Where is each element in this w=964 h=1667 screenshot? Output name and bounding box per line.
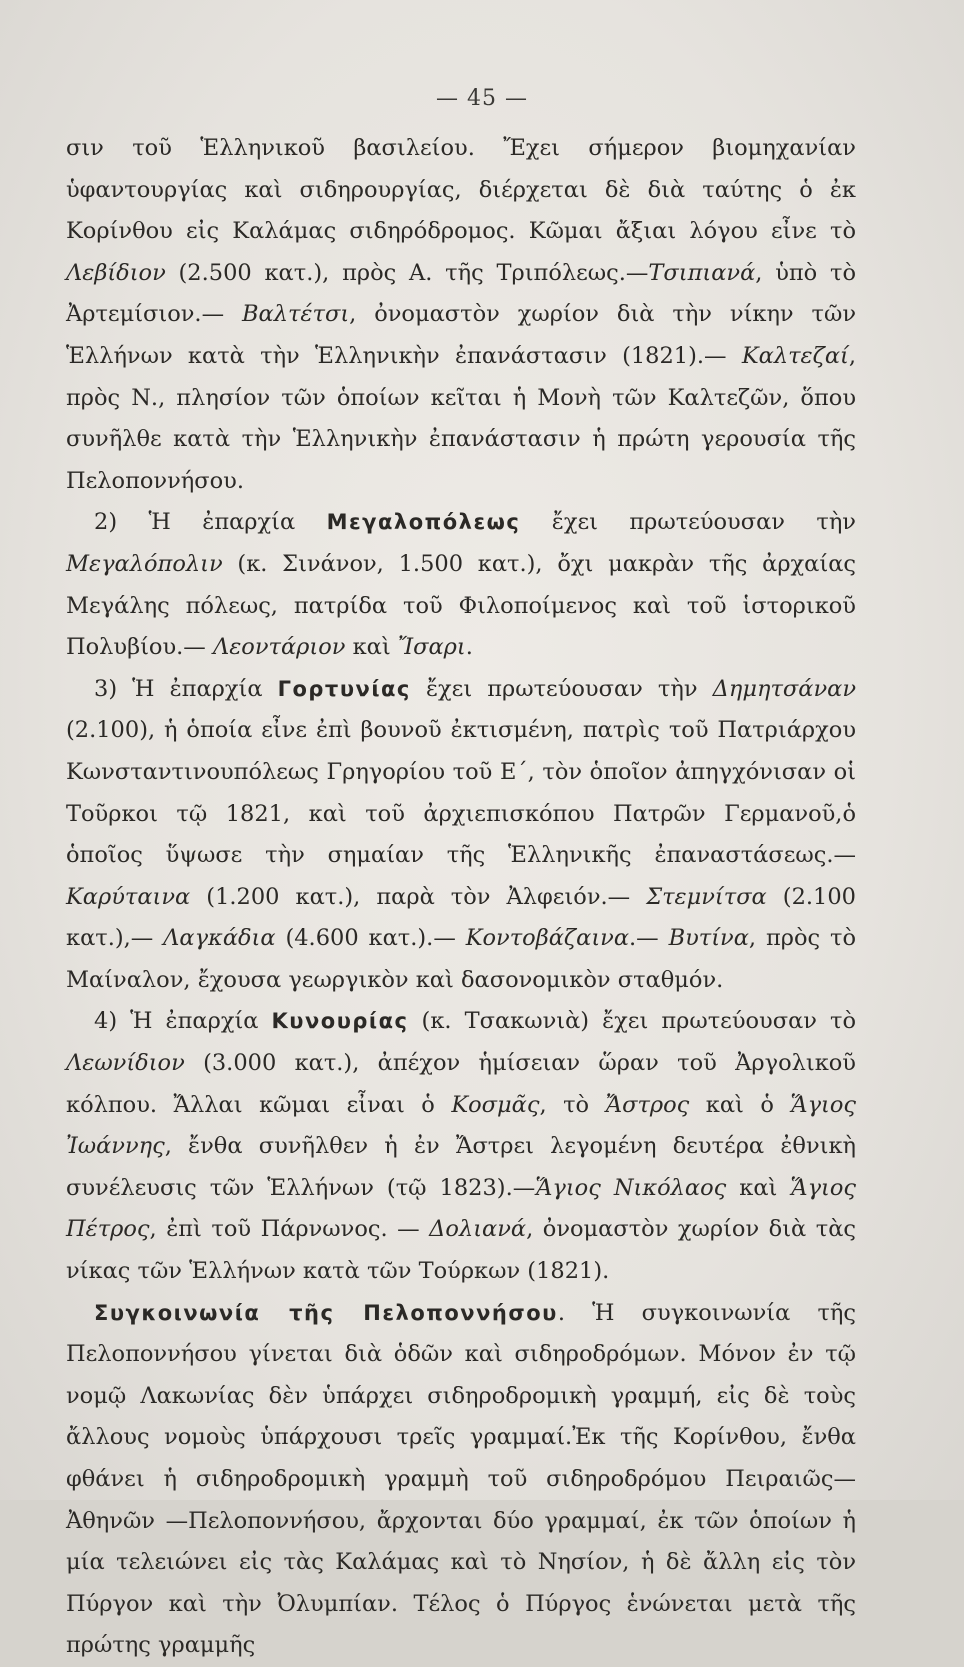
text-run: ἔχει πρωτεύουσαν τὴν — [410, 675, 713, 702]
text-run: , ἐπὶ τοῦ Πάρνωνος. — — [149, 1216, 430, 1243]
paragraph-p3 — [66, 669, 856, 1002]
italic-place-name: Καλτεζαί — [741, 342, 849, 369]
text-run: (κ. Σινάνον, 1.500 κατ.), ὄχι μακρὰν τῆς ἀρχαίας Μεγάλης πόλεως, πατρίδα τοῦ Φιλοποίμενος καὶ τοῦ ἱστορικοῦ Πολυβίου.— — [66, 550, 856, 661]
text-run: , ὀνομαστὸν χωρίον διὰ τὰς νίκας τῶν Ἑλλήνων κατὰ τῶν Τούρκων (1821). — [66, 1216, 856, 1285]
italic-place-name: Βυτίνα — [668, 925, 749, 952]
italic-place-name: Λεοντάριον — [212, 634, 346, 661]
page-number: — 45 — — [436, 86, 528, 111]
text-run: ἔχει πρωτεύουσαν τὴν — [520, 509, 856, 536]
paragraph-p2 — [66, 502, 856, 668]
italic-place-name: Δολιανά — [429, 1216, 527, 1243]
spaced-heading: Μεγαλοπόλεως — [326, 510, 521, 535]
text-run: (3.000 κατ.), ἀπέχον ἡμίσειαν ὥραν τοῦ Ἀργολικοῦ κόλπου. Ἄλλαι κῶμαι εἶναι ὁ — [66, 1050, 856, 1118]
italic-place-name: Λεωνίδιον — [66, 1050, 185, 1077]
italic-place-name: Λεβίδιον — [66, 259, 166, 286]
text-run: (2.100), ἡ ὁποία εἶνε ἐπὶ βουνοῦ ἐκτισμένη, πατρὶς τοῦ Πατριάρχου Κωνσταντινουπόλεως Γρηγορίου τοῦ Ε΄, τὸν ὁποῖον ἀπηγχόνισαν οἱ Τοῦρκοι τῷ 1821, καὶ τοῦ ἀρχιεπισκόπου Πατρῶν Γερμανοῦ,ὁ ὁποῖος ὕψωσε τὴν σημαίαν τῆς Ἑλληνικῆς ἐπαναστάσεως.— — [66, 717, 856, 869]
paragraph-p4 — [66, 1001, 856, 1292]
text-run: καὶ — [345, 634, 398, 661]
text-run: 4) Ἡ ἐπαρχία — [94, 1008, 272, 1035]
italic-place-name: Τσιπιανά — [648, 259, 756, 286]
italic-place-name: Ἅγιος Νικόλαος — [535, 1174, 727, 1201]
paragraph-p5 — [66, 1293, 856, 1667]
italic-place-name: Μεγαλόπολιν — [66, 550, 223, 577]
italic-place-name: Ἄστρος — [605, 1091, 690, 1118]
text-run: 3) Ἡ ἐπαρχία — [94, 675, 278, 702]
italic-place-name: Ἅγιος Πέτρος — [66, 1174, 856, 1243]
text-run: καὶ — [726, 1174, 791, 1201]
text-run: καὶ ὁ — [689, 1091, 791, 1118]
italic-place-name: Βαλτέτσι — [242, 301, 350, 328]
spaced-heading: Συγκοινωνία τῆς Πελοποννήσου — [94, 1300, 558, 1325]
text-run: . — [465, 634, 473, 661]
text-run: , πρὸς Ν., πλησίον τῶν ὁποίων κεῖται ἡ Μονὴ τῶν Καλτεζῶν, ὅπου συνῆλθε κατὰ τὴν Ἑλληνικὴν ἐπανάστασιν ἡ πρώτη γερουσία τῆς Πελοποννήσου. — [66, 342, 856, 494]
body-text — [66, 128, 856, 1667]
spaced-heading: Κυνουρίας — [271, 1009, 409, 1034]
text-run: σιν τοῦ Ἑλληνικοῦ βασιλείου. Ἔχει σήμερον βιομηχανίαν ὑφαντουργίας καὶ σιδηρουργίας, διέρχεται δὲ διὰ ταύτης ὁ ἐκ Κορίνθου εἰς Καλάμας σιδηρόδρομος. Κῶμαι ἄξιαι λόγου εἶνε τὸ — [66, 135, 856, 245]
text-run: (2.100 κατ.),— — [66, 883, 857, 952]
text-run: , ἔνθα συνῆλθεν ἡ ἐν Ἄστρει λεγομένη δευτέρα ἐθνικὴ συνέλευσις τῶν Ἑλλήνων (τῷ 1823).— — [66, 1133, 856, 1201]
text-run: (κ. Τσακωνιὰ) ἔχει πρωτεύουσαν τὸ — [408, 1008, 856, 1035]
italic-place-name: Λαγκάδια — [163, 925, 276, 952]
text-run: , τὸ — [539, 1091, 606, 1118]
italic-place-name: Στεμνίτσα — [646, 883, 767, 910]
text-run: 2) Ἡ ἐπαρχία — [94, 509, 327, 536]
text-run: (2.500 κατ.), πρὸς Α. τῆς Τριπόλεως.— — [165, 259, 649, 286]
text-run: . Ἡ συγκοινωνία τῆς Πελοποννήσου γίνεται διὰ ὁδῶν καὶ σιδηροδρόμων. Μόνον ἐν τῷ νομῷ Λακωνίας δὲν ὑπάρχει σιδηροδρομικὴ γραμμή, εἰς δὲ τοὺς ἄλλους νομοὺς ὑπάρχουσι τρεῖς γραμμαί.Ἐκ τῆς Κορίνθου, ἔνθα φθάνει ἡ σιδηροδρομικὴ γραμμὴ τοῦ σιδηροδρόμου Πειραιῶς— Ἀθηνῶν —Πελοποννήσου, ἄρχονται δύο γραμμαί, ἐκ τῶν ὁποίων ἡ μία τελειώνει εἰς τὰς Καλάμας καὶ τὸ Νησίον, ἡ δὲ ἄλλη εἰς τὸν Πύργον καὶ τὴν Ὀλυμπίαν. Τέλος ὁ Πύργος ἑνώνεται μετὰ τῆς πρώτης γραμμῆς — [66, 1299, 856, 1659]
italic-place-name: Δημητσάναν — [712, 675, 856, 702]
text-run: , ὀνομαστὸν χωρίον διὰ τὴν νίκην τῶν Ἑλλήνων κατὰ τὴν Ἑλληνικὴν ἐπανάστασιν (1821).— — [66, 301, 856, 369]
text-run: (4.600 κατ.).— — [275, 925, 466, 952]
text-run: , πρὸς τὸ Μαίναλον, ἔχουσα γεωργικὸν καὶ δασονομικὸν σταθμόν. — [66, 925, 856, 993]
text-run: .— — [629, 925, 669, 952]
paragraph-p1 — [66, 128, 856, 502]
italic-place-name: Κοσμᾶς — [451, 1091, 540, 1118]
spaced-heading: Γορτυνίας — [277, 676, 411, 701]
text-run: (1.200 κατ.), παρὰ τὸν Ἀλφειόν.— — [190, 883, 647, 910]
text-run: , ὑπὸ τὸ Ἀρτεμίσιον.— — [66, 259, 856, 328]
italic-place-name: Ἴσαρι — [397, 634, 466, 661]
italic-place-name: Καρύταινα — [66, 883, 191, 910]
italic-place-name: Ἅγιος Ἰωάννης — [66, 1091, 856, 1160]
italic-place-name: Κοντοβάζαινα — [465, 925, 630, 952]
